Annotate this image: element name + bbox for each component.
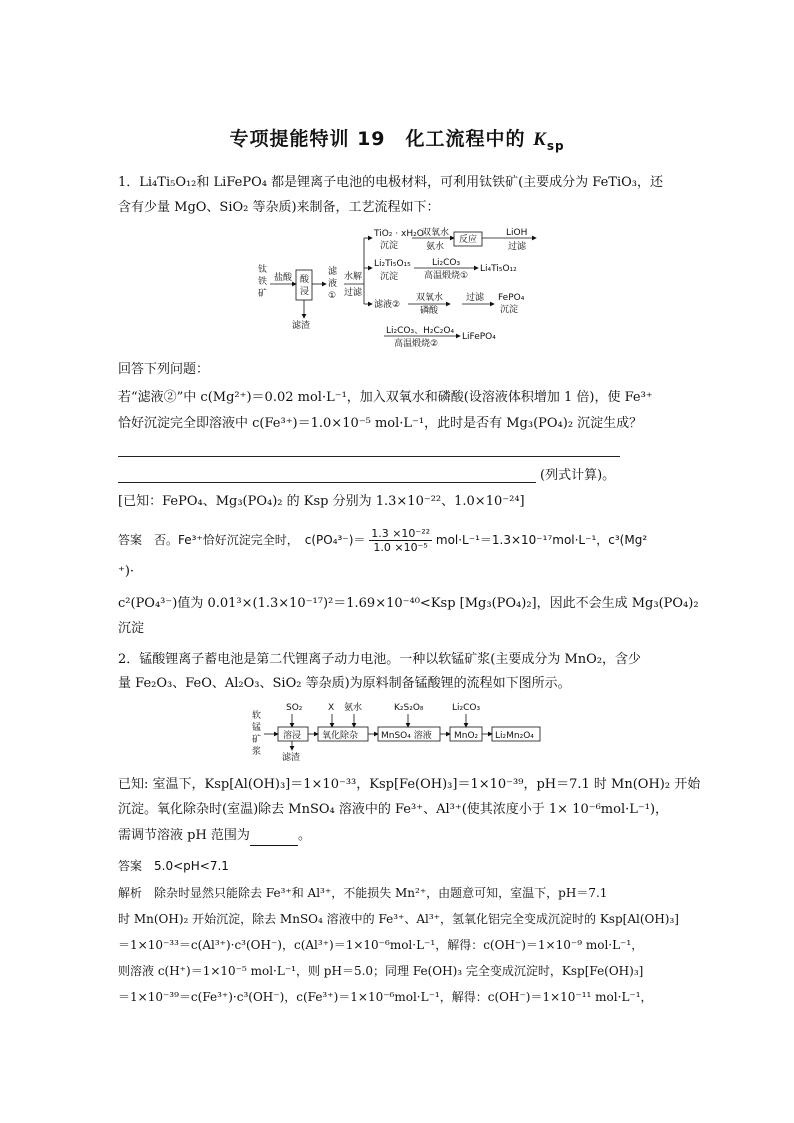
ph-answer-blank <box>250 833 298 846</box>
page-title <box>0 124 794 153</box>
d2-leach: 溶浸 <box>283 731 302 741</box>
d1-h2o2b: 双氧水 <box>416 293 444 303</box>
q2-line2: 量 Fe₂O₃、FeO、Al₂O₃、SiO₂ 等杂质)为原料制备锰酸锂的流程如下图所示。 <box>118 676 571 691</box>
q2-known3-text: 需调节溶液 pH 范围为 <box>118 828 250 843</box>
d1-fepo4: FePO₄ <box>498 293 525 303</box>
q2-answer: 答案 5.0<pH<7.1 <box>118 859 229 873</box>
answer-blank-line-1 <box>118 456 620 457</box>
d1-tio2-ppt: 沉淀 <box>380 241 399 251</box>
q2-known1: 已知: 室温下，Ksp[Al(OH)₃]＝1×10⁻³³，Ksp[Fe(OH)₃]＝1×10⁻³⁹，pH＝7.1 时 Mn(OH)₂ 开始 <box>118 777 701 792</box>
q2-known3-end: 。 <box>297 828 311 843</box>
d2-mno2: MnO₂ <box>454 731 479 741</box>
d1-leach-1: 酸 <box>300 275 310 285</box>
d2-nh3: 氨水 <box>344 703 363 713</box>
d1-filtrate1-3: ① <box>328 291 337 301</box>
q1-answer-a: 答案 否。Fe³⁺恰好沉淀完全时， c(PO₄³⁻)＝ <box>118 533 366 547</box>
d2-slurry-3: 矿 <box>252 735 262 745</box>
d1-react: 反应 <box>459 235 478 245</box>
d1-leach-2: 浸 <box>300 287 310 297</box>
q2-explanation-3: ＝1×10⁻³³＝c(Al³⁺)·c³(OH⁻)，c(Al³⁺)＝1×10⁻⁶mol·L⁻¹，解得：c(OH⁻)＝1×10⁻⁹ mol·L⁻¹， <box>118 938 644 952</box>
d1-tio2: TiO₂ · xH₂O <box>374 229 424 239</box>
d2-slurry-2: 锰 <box>252 723 262 733</box>
d1-hydrolysis: 水解 <box>344 272 363 282</box>
d1-filter: 过滤 <box>344 288 363 298</box>
d1-product2: LiFePO₄ <box>462 332 496 342</box>
d1-lti-ppt: 沉淀 <box>380 272 399 282</box>
q1-prompt: 回答下列问题： <box>118 362 210 377</box>
d1-filtrate1-1: 滤 <box>328 267 338 277</box>
q1-known: [已知：FePO₄、Mg₃(PO₄)₂ 的 Ksp 分别为 1.3×10⁻²²、1.0×10⁻²⁴] <box>118 494 525 509</box>
d1-filtrate2: 滤液② <box>374 300 401 310</box>
d1-calc1: 高温煅烧① <box>424 271 469 281</box>
process-flow-diagram-2 <box>250 700 550 766</box>
d1-residue: 滤渣 <box>292 321 311 331</box>
d1-calc2: 高温煅烧② <box>394 339 439 348</box>
q2-known2: 沉淀。氧化除杂时(室温)除去 MnSO₄ 溶液中的 Fe³⁺、Al³⁺(使其浓度小于 1× 10⁻⁶mol·L⁻¹)， <box>118 802 669 817</box>
d1-li2co3: Li₂CO₃ <box>432 258 461 268</box>
d1-ore-2: 铁 <box>258 277 268 287</box>
q1-answer-line4: 沉淀 <box>118 621 145 636</box>
q2-explanation-4: 则溶液 c(H⁺)＝1×10⁻⁵ mol·L⁻¹，则 pH＝5.0；同理 Fe(OH)₃ 完全变成沉淀时，Ksp[Fe(OH)₃] <box>118 964 644 978</box>
d1-h3po4: 磷酸 <box>420 306 439 316</box>
q1-question-line2: 恰好沉淀完全即溶液中 c(Fe³⁺)＝1.0×10⁻⁵ mol·L⁻¹，此时是否有 Mg₃(PO₄)₂ 沉淀生成？ <box>118 416 643 431</box>
d2-li2co3: Li₂CO₃ <box>452 703 481 713</box>
q2-explanation-1: 解析 除杂时显然只能除去 Fe³⁺和 Al³⁺，不能损失 Mn²⁺，由题意可知，室温下，pH＝7.1 <box>118 886 608 900</box>
q1-answer-line1 <box>118 527 678 554</box>
q1-answer-line3: c²(PO₄³⁻)值为 0.01³×(1.3×10⁻¹⁷)²＝1.69×10⁻⁴⁰<Ksp [Mg₃(PO₄)₂]，因此不会生成 Mg₃(PO₄)₂ <box>118 596 699 611</box>
q1-calc-hint: (列式计算)。 <box>540 468 616 483</box>
title-ksp-k: K <box>533 129 547 150</box>
d1-ore-1: 钛 <box>258 265 268 275</box>
d1-ore-3: 矿 <box>258 289 268 299</box>
q1-line1: 1．Li₄Ti₅O₁₂和 LiFePO₄ 都是锂离子电池的电极材料，可利用钛铁矿(主要成分为 FeTiO₃，还 <box>118 175 663 190</box>
d1-lioh: LiOH <box>506 228 528 238</box>
d1-filter3: 过滤 <box>466 293 485 303</box>
title-ksp-sub: sp <box>546 138 565 153</box>
d2-residue: 滤渣 <box>282 753 301 763</box>
d1-nh3: 氨水 <box>426 242 445 252</box>
d1-reagents2: Li₂CO₃、H₂C₂O₄ <box>386 326 455 336</box>
d2-mnso4: MnSO₄ 溶液 <box>381 731 432 741</box>
q2-line1: 2．锰酸锂离子蓄电池是第二代锂离子动力电池。一种以软锰矿浆(主要成分为 MnO₂，含少 <box>118 652 642 667</box>
q2-explanation-2: 时 Mn(OH)₂ 开始沉淀，除去 MnSO₄ 溶液中的 Fe³⁺、Al³⁺，氢氧化铝完全变成沉淀时的 Ksp[Al(OH)₃] <box>118 912 679 926</box>
d2-x: X <box>328 703 335 713</box>
fraction-denominator: 1.0 ×10⁻⁵ <box>373 541 428 554</box>
q1-answer-line2: ⁺)· <box>118 564 135 579</box>
d2-so2: SO₂ <box>286 703 303 713</box>
q1-question-line1: 若“滤液②”中 c(Mg²⁺)＝0.02 mol·L⁻¹，加入双氧水和磷酸(设溶液体积增加 1 倍)，使 Fe³⁺ <box>118 390 653 405</box>
d1-filtrate1-2: 液 <box>328 279 338 289</box>
fraction-numerator: 1.3 ×10⁻²² <box>371 527 431 540</box>
d2-limn: Li₂Mn₂O₄ <box>495 731 534 741</box>
d2-k2s2o8: K₂S₂O₈ <box>394 703 424 713</box>
d1-fepo4-ppt: 沉淀 <box>500 305 519 315</box>
q1-answer-b: mol·L⁻¹＝1.3×10⁻¹⁷mol·L⁻¹，c³(Mg² <box>435 533 648 547</box>
q1-line2: 含有少量 MgO、SiO₂ 等杂质)来制备，工艺流程如下： <box>118 200 440 215</box>
q2-explanation-5: ＝1×10⁻³⁹＝c(Fe³⁺)·c³(OH⁻)，c(Fe³⁺)＝1×10⁻⁶mol·L⁻¹，解得：c(OH⁻)＝1×10⁻¹¹ mol·L⁻¹， <box>118 990 653 1004</box>
title-text: 专项提能特训 19 化工流程中的 <box>229 128 534 150</box>
d1-filter2: 过滤 <box>508 242 527 252</box>
q1-answer-fraction <box>369 527 432 554</box>
d1-acid: 盐酸 <box>274 273 293 283</box>
d1-h2o2: 双氧水 <box>422 228 450 238</box>
process-flow-diagram-1 <box>254 224 554 348</box>
q2-known3 <box>118 826 678 846</box>
d2-slurry-4: 浆 <box>252 747 262 757</box>
d1-product1: Li₄Ti₅O₁₂ <box>480 264 517 274</box>
d2-oxidation: 氧化除杂 <box>322 731 359 741</box>
d1-lti: Li₂Ti₅O₁₅ <box>374 259 411 269</box>
answer-blank-line-2 <box>118 482 536 483</box>
d2-slurry-1: 软 <box>252 711 262 721</box>
